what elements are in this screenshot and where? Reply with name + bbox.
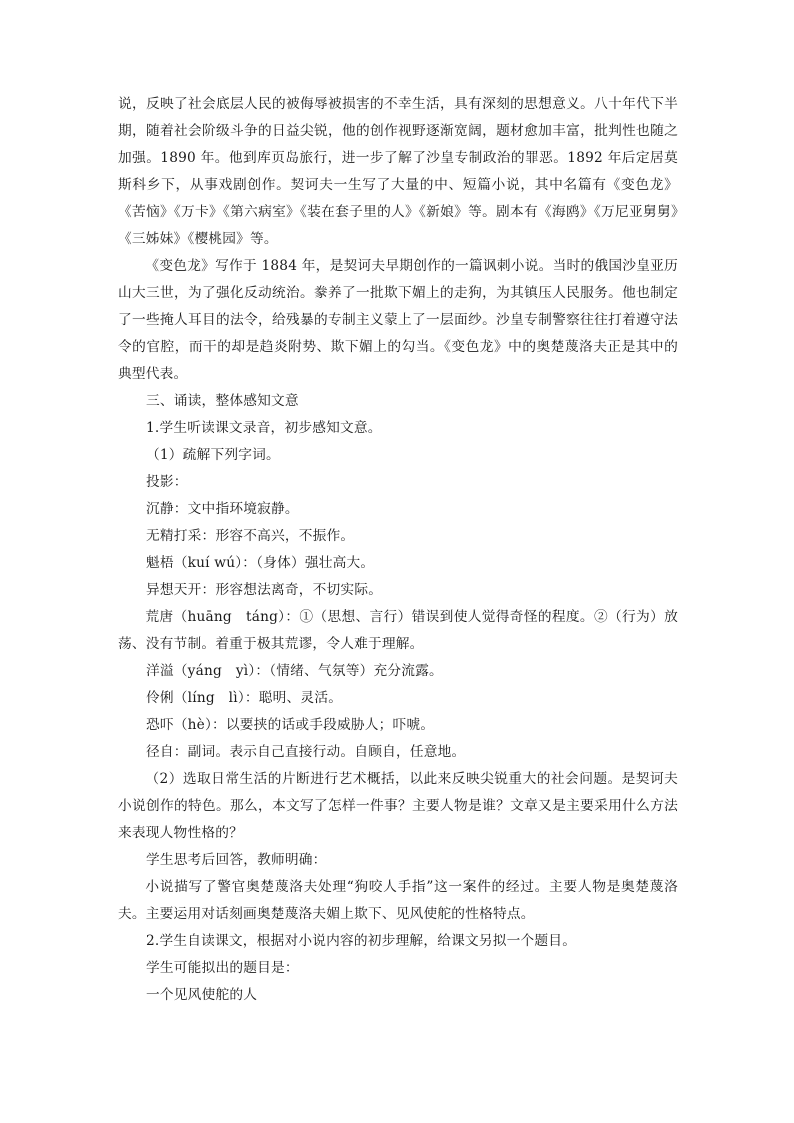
vocab-item-konghe: 恐吓（hè）：以要挟的话或手段威胁人；吓唬。 [146,717,435,733]
paragraph-chameleon-background: 《变色龙》写作于 1884 年，是契诃夫早期创作的一篇讽刺小说。当时的俄国沙皇亚历山大三世，为了强化反动统治。豢养了一批欺下媚上的走狗，为其镇压人民服务。他也制定了一些掩人耳目的法令，给残暴的专制主义蒙上了一层面纱。沙皇专制警察往往打着遵守法令的官腔，而干的却是趋炎附势、欺下媚上的勾当。《变色龙》中的奥楚蔑洛夫正是其中的典型代表。 [118,258,678,382]
vocab-item-huangtang: 荒唐（huāng táng）：①（思想、言行）错误到使人觉得奇怪的程度。②（行为）放荡、没有节制。着重于极其荒谬，令人难于理解。 [118,609,678,652]
document-body [118,91,678,1009]
sub-step-questions: （2）选取日常生活的片断进行艺术概括，以此来反映尖锐重大的社会问题。是契诃夫小说创作的特色。那么，本文写了怎样一件事？主要人物是谁？文章又是主要采用什么方法来表现人物性格的？ [118,771,678,841]
vocab-item-jingzi: 径自：副词。表示自己直接行动。自顾自，任意地。 [146,744,466,760]
vocab-item-wujingdacai: 无精打采：形容不高兴，不振作。 [146,528,355,544]
sub-step-vocabulary: （1）疏解下列字词。 [146,447,280,463]
step-self-reading: 2.学生自读课文，根据对小说内容的初步理解，给课文另拟一个题目。 [146,933,577,949]
answer-summary: 小说描写了警官奥楚蔑洛夫处理“狗咬人手指”这一案件的经过。主要人物是奥楚蔑洛夫。主要运用对话刻画奥楚蔑洛夫媚上欺下、见风使舵的性格特点。 [118,879,678,922]
vocab-item-lingli: 伶俐（líng lì）：聪明、灵活。 [146,690,343,706]
paragraph-chekhov-biography: 说，反映了社会底层人民的被侮辱被损害的不幸生活，具有深刻的思想意义。八十年代下半期，随着社会阶级斗争的日益尖锐，他的创作视野逐渐宽阔，题材愈加丰富，批判性也随之加强。1890 年。他到库页岛旅行，进一步了解了沙皇专制政治的罪恶。1892 年后定居莫斯科乡下，从事戏剧创作。契诃夫一生写了大量的中、短篇小说，其中名篇有《变色龙》《苦恼》《万卡》《第六病室》《装在套子里的人》《新娘》等。剧本有《海鸥》《万尼亚舅舅》《三姊妹》《樱桃园》等。 [118,96,678,247]
projection-label: 投影： [146,474,188,490]
section-heading-reading: 三、诵读，整体感知文意 [146,393,299,409]
vocab-item-yixiangtiankai: 异想天开：形容想法离奇，不切实际。 [146,582,383,598]
step-listen-recording: 1.学生听读课文录音，初步感知文意。 [146,420,382,436]
possible-title-item: 一个见风使舵的人 [146,987,258,1003]
vocab-item-yangyi: 洋溢（yáng yì）：（情绪、气氛等）充分流露。 [146,663,443,679]
vocab-item-kuiwu: 魁梧（kuí wú）：（身体）强壮高大。 [146,555,375,571]
teacher-clarifies: 学生思考后回答，教师明确： [146,852,327,868]
vocab-item-chenjing: 沉静：文中指环境寂静。 [146,501,299,517]
possible-titles-label: 学生可能拟出的题目是： [146,960,299,976]
